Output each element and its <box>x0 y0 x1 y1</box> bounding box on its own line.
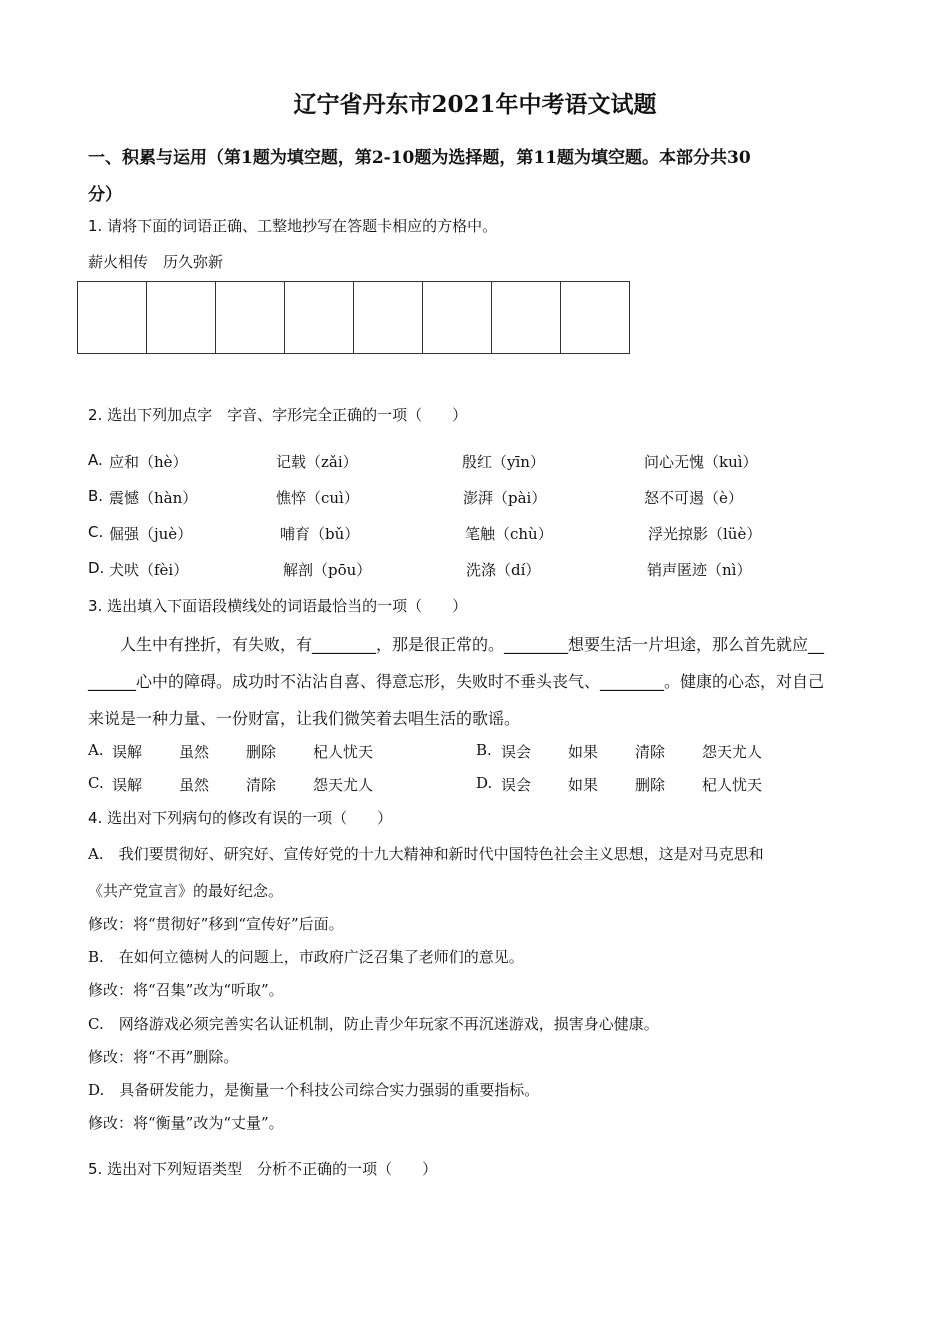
q3-option-item: 如果 <box>568 776 599 794</box>
q3-option-item: 清除 <box>246 776 277 794</box>
q3-option-item: 怨天尤人 <box>313 776 374 794</box>
q3-option-item: 杞人忧天 <box>313 743 374 761</box>
section-heading-line1: 一、积累与运用（第1题为填空题，第2-10题为选择题，第11题为填空题。本部分共30 <box>88 148 751 168</box>
grid-cell[interactable] <box>78 282 147 354</box>
q3-option-item: 删除 <box>635 776 666 794</box>
q3-option-item: 误解 <box>112 776 143 794</box>
question-text: 选出下列加点字 字音、字形完全正确的一项（ ） <box>107 406 468 424</box>
q4-line: D. 具备研发能力，是衡量一个科技公司综合实力强弱的重要指标。 <box>88 1081 540 1099</box>
q2-option-b-item: 怒不可遏（è） <box>644 489 743 507</box>
question-3 <box>88 595 467 616</box>
q3-option-item: 虽然 <box>179 743 210 761</box>
q2-option-a-item: 问心无愧（kuì） <box>644 453 758 471</box>
question-text: 请将下面的词语正确、工整地抄写在答题卡相应的方格中。 <box>107 217 498 235</box>
q3-option-item: 删除 <box>246 743 277 761</box>
q3-option-item: 清除 <box>635 743 666 761</box>
q2-option-b: B. <box>88 487 104 505</box>
question-5 <box>88 1158 437 1179</box>
q4-line: 《共产党宣言》的最好纪念。 <box>88 882 284 900</box>
question-number: 1. <box>88 217 103 235</box>
q2-option-c-item: 哺育（bǔ） <box>280 525 360 543</box>
q4-line: 修改：将“贯彻好”移到“宣传好”后面。 <box>88 915 344 933</box>
passage-line: 来说是一种力量、一份财富，让我们微笑着去唱生活的歌谣。 <box>88 709 521 728</box>
section-heading-line2: 分） <box>88 185 122 205</box>
q4-line: C. 网络游戏必须完善实名认证机制，防止青少年玩家不再沉迷游戏，损害身心健康。 <box>88 1015 659 1033</box>
q3-option-b: B. <box>476 741 492 759</box>
grid-cell[interactable] <box>423 282 492 354</box>
q2-option-c-item: 浮光掠影（lüè） <box>648 525 762 543</box>
grid-cell[interactable] <box>216 282 285 354</box>
q2-option-c-item: 笔触（chù） <box>465 525 553 543</box>
q4-line: A. 我们要贯彻好、研究好、宣传好党的十九大精神和新时代中国特色社会主义思想，这是对马克思和 <box>88 845 764 863</box>
question-number: 5. <box>88 1160 103 1178</box>
q2-option-d-item: 解剖（pōu） <box>283 561 372 579</box>
q3-option-item: 怨天尤人 <box>702 743 763 761</box>
q4-line: 修改：将“召集”改为“听取”。 <box>88 981 284 999</box>
q3-option-item: 误会 <box>501 776 532 794</box>
q4-line: 修改：将“不再”删除。 <box>88 1048 239 1066</box>
question-2 <box>88 404 467 425</box>
q2-option-d-item: 销声匿迹（nì） <box>647 561 752 579</box>
q3-option-c: C. <box>88 774 104 792</box>
q3-option-a: A. <box>88 741 104 759</box>
q3-option-item: 误会 <box>501 743 532 761</box>
q2-option-a-item: 记载（zǎi） <box>276 453 358 471</box>
q3-option-item: 杞人忧天 <box>702 776 763 794</box>
q3-option-d: D. <box>476 774 493 792</box>
q2-option-a: A. <box>88 451 103 469</box>
question-number: 3. <box>88 597 103 615</box>
q2-option-a-item: 应和（hè） <box>109 453 188 471</box>
passage-line: 人生中有挫折，有失败，有________，那是很正常的。________想要生活一片坦途，那么首先就应__ <box>120 635 825 654</box>
q2-option-d-item: 犬吠（fèi） <box>109 561 189 579</box>
q3-option-item: 虽然 <box>179 776 210 794</box>
q3-option-item: 误解 <box>112 743 143 761</box>
grid-cell[interactable] <box>492 282 561 354</box>
page-title: 辽宁省丹东市2021年中考语文试题 <box>293 91 657 118</box>
q2-option-c-item: 倔强（juè） <box>109 525 193 543</box>
q2-option-d-item: 洗涤（dí） <box>466 561 541 579</box>
q2-option-d: D. <box>88 559 105 577</box>
question-number: 2. <box>88 406 103 424</box>
answer-grid <box>77 281 630 354</box>
question-text: 选出对下列病句的修改有误的一项（ ） <box>107 809 393 827</box>
q4-line: B. 在如何立德树人的问题上，市政府广泛召集了老师们的意见。 <box>88 948 524 966</box>
q2-option-b-item: 憔悴（cuì） <box>276 489 359 507</box>
question-text: 选出填入下面语段横线处的词语最恰当的一项（ ） <box>107 597 468 615</box>
question-text: 选出对下列短语类型 分析不正确的一项（ ） <box>107 1160 438 1178</box>
question-4 <box>88 807 392 828</box>
q2-option-a-item: 殷红（yīn） <box>462 453 545 471</box>
question-number: 4. <box>88 809 103 827</box>
grid-cell[interactable] <box>354 282 423 354</box>
grid-cell[interactable] <box>285 282 354 354</box>
q4-line: 修改：将“衡量”改为“丈量”。 <box>88 1114 284 1132</box>
copy-words: 薪火相传 历久弥新 <box>88 253 224 271</box>
question-1 <box>88 215 497 236</box>
q2-option-b-item: 澎湃（pài） <box>463 489 547 507</box>
q2-option-b-item: 震憾（hàn） <box>109 489 198 507</box>
grid-cell[interactable] <box>147 282 216 354</box>
passage-line: ______心中的障碍。成功时不沾沾自喜、得意忘形，失败时不垂头丧气、________。健康的心态，对自己 <box>88 672 825 691</box>
grid-cell[interactable] <box>561 282 630 354</box>
q3-option-item: 如果 <box>568 743 599 761</box>
q2-option-c: C. <box>88 523 104 541</box>
